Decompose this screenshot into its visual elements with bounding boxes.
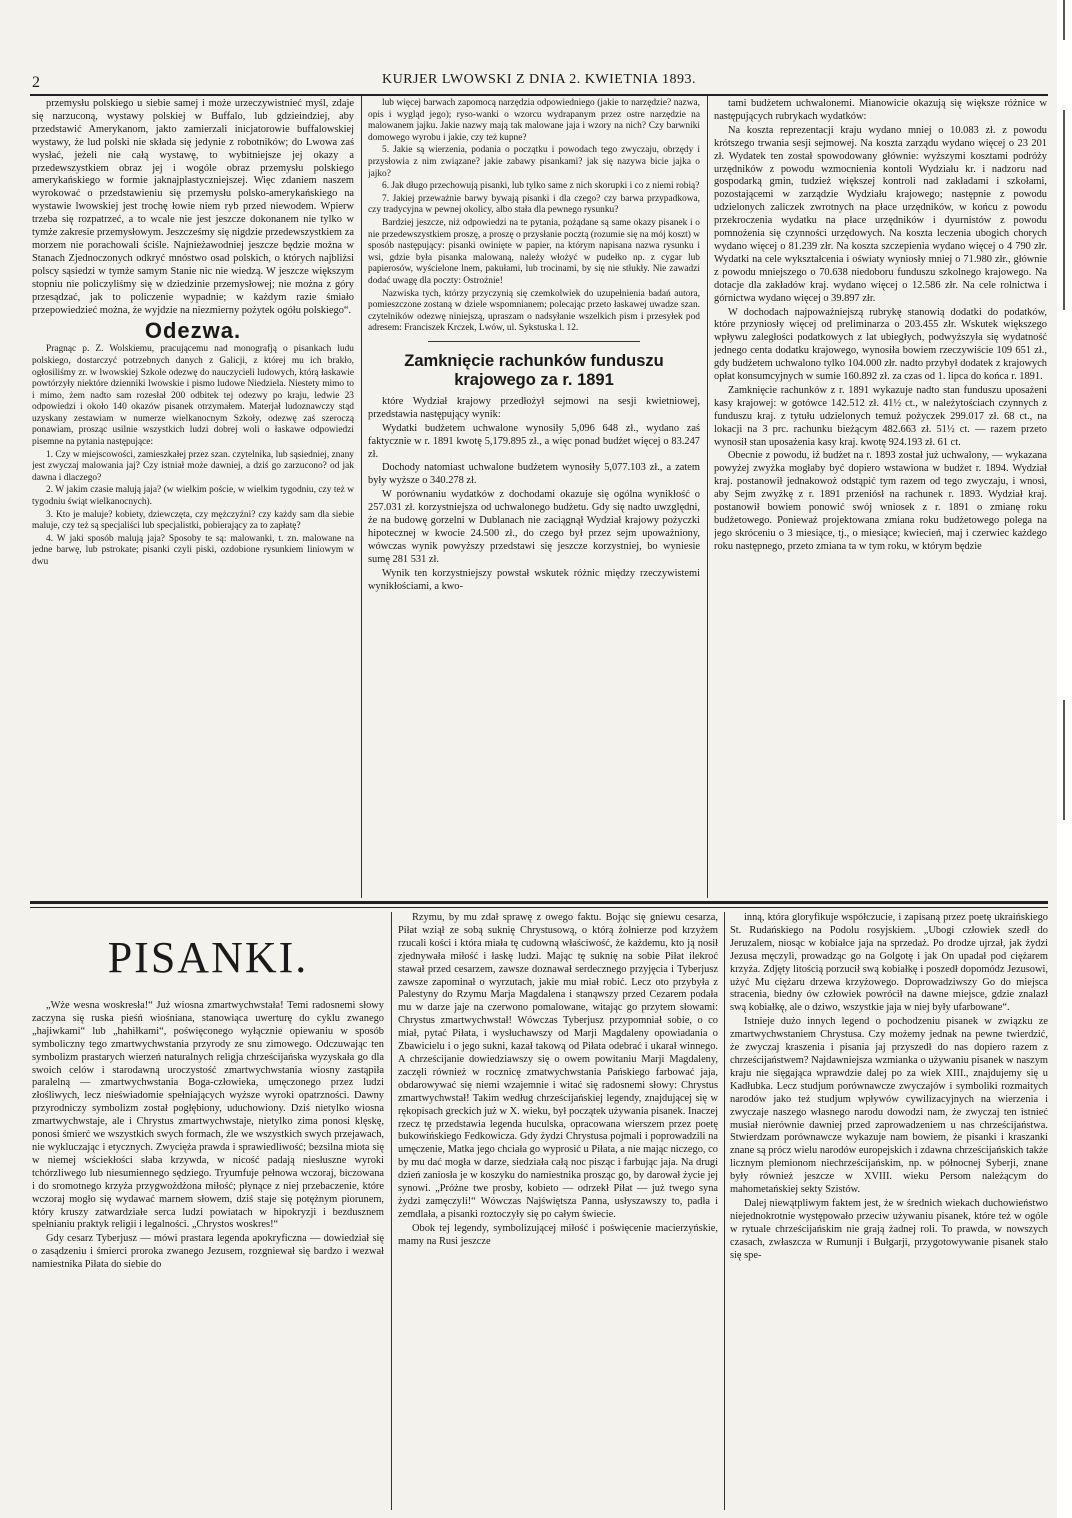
paragraph: Obok tej legendy, symbolizującej miłość i poświęcenie macierzyńskie, mamy na Rusi jeszcze <box>398 1222 718 1247</box>
column-divider <box>361 96 362 898</box>
paragraph: Dalej niewątpliwym faktem jest, że w średnich wiekach duchowieństwo niejednokrotnie występowało przeciw używaniu pisanek, które też w ogóle w rytuale chrześcijańskim nie grają żadnej roli. To prawda, w nowszych czasach, zwłaszcza w Rumunji i Bułgarji, przygotowywanie pisanek stało się spe- <box>730 1197 1048 1261</box>
paragraph: Bardziej jeszcze, niż odpowiedzi na te pytania, pożądane są same okazy pisanek i o nie przedewszystkiem proszę, a proszę o przysłanie pocztą (rozumie się na mój koszt) w sposób następujący: pisanki owinięte w papier, na którym napisana nazwa rysunku i wsi, gdzie była pisanka malowaną, należy włożyć w pudełko np. z cygar lub papierosów, wyścielone lnem, pakułami, lub trocinami, by się nie stłukły. Nie zawadzi dodać uwagę dla poczty: Ostrożnie! <box>368 217 700 286</box>
top-column-3 <box>714 98 1047 898</box>
title-line-1: Zamknięcie rachunków funduszu <box>404 351 664 370</box>
top-column-2 <box>368 98 700 898</box>
feuilleton-rule-thin <box>30 907 1048 908</box>
section-title-odezwa: Odezwa. <box>144 318 242 344</box>
paragraph: W porównaniu wydatków z dochodami okazuje się ogólna wynikłość o 257.031 zł. korzystniejsza od uchwalonego budżetu. Gdy się nadto uwzględni, że na budowę gorzelni w Dublanach nie zaciągnął Wydział krajowy pożyczki hipotecznej w kwocie 24.500 zł., do czego był przez sejm upoważniony, wówczas wynik powyższy przedstawi się jeszcze korzystniej, bo wyniesie sumę 281 531 zł. <box>368 489 700 565</box>
paragraph: Wynik ten korzystniejszy powstał wskutek różnic między rzeczywistemi wynikłościami, a kwo- <box>368 567 700 592</box>
column-divider <box>707 96 708 898</box>
bottom-column-1 <box>32 912 384 1512</box>
bottom-column-3 <box>730 912 1048 1512</box>
section-title-zamkniecie <box>368 352 700 390</box>
paragraph: Istnieje dużo innych legend o pochodzeniu pisanek w związku ze zmartwychwstaniem Chrystusa. Czy możemy jednak na pewne twierdzić, że zwyczaj kraszenia i pisania jaj przyszedł do nas dopiero razem z chrześcijaństwem? Najdawniejsza wzmianka o używaniu pisanek w naszym kraju nie sięgająca wprawdzie dalej po za wiek XIII., znajdujemy się u Kadłubka. Lecz studjum porównawcze zwyczajów i symboliki rozmaitych narodów jako też studjum wpływów cywilizacyjnych na wierzenia i zwyczaje naszego własnego narodu dowodzi nam, że zwyczaj ten istnieć musiał nierównie dawniej przed zaprowadzeniem u nas chrześcijaństwa. Stwierdzam porównawcze wykazuje nam bowiem, że pisanki i kraszanki znane są prócz wielu narodów europejskich i zdawna chrześcijańskich także licznym plemionom niechrześcijańskim, np. w północnej Syberji, znane były również jeszcze w XVIII. wieku Persom należącym do mahometańskiej sekty Szistów. <box>730 1016 1048 1196</box>
paragraph: 1. Czy w miejscowości, zamieszkałej przez szan. czytelnika, lub sąsiedniej, znany jest zwyczaj malowania jaj? Czy istniał może dawniej, a dziś go zarzucono? od jak dawna i dlaczego? <box>32 449 354 483</box>
column-divider <box>724 912 725 1510</box>
paragraph: 3. Kto je maluje? kobiety, dziewczęta, czy mężczyźni? czy każdy sam dla siebie maluje, czy też są specjaliści lub specjalistki, pobierający za to zapłatę? <box>32 509 354 532</box>
paragraph: przemysłu polskiego u siebie samej i może urzeczywistnieć myśl, zdaje się narzuconą, wystawy polskiej w Buffalo, lub gdzieindziej, aby przedstawić Amerykanom, jakto zamierzali inicjatorowie buffalowskiej wystawy, że lud polski nie składa się jedynie z robotników; do Lwowa zaś wysłać, jeżeli nie całą wystawę, to wybitniejsze jej okazy a przedewszystkiem obraz jej i wogóle obraz przemysłu polskiego amerykańskiego w formie jaknajplastyczniejszej. Więc zdaniem naszem wyrokować o przedstawieniu się przemysłu polsko-amerykańskiego na wystawie lwowskiej jest trochę łowie niem ryb przed niewodem. Wpierw trzeba się rozpatrzeć, a to wcale nie jest jeszcze dokonanem nie tylko w tymże zakresie przemysłowym. Jeszcześmy się nigdzie przedewszystkiem za morzem nie porachowali ściśle. Najnieżawodniej jeszcze będzie można w Stanach Zjednoczonych odkryć mnóstwo osad polskich, o których najbliżsi polscy sąsiedzi w tymże samym Stanie nic nie wiedzą. W jeszcze większym stopniu nie policzyliśmy się w dziedzinie przemysłowej; nie można z góry przesądzać, jak to policzenie wypadnie; w każdym razie śmiało przepowiedzieć można, że wyjdzie na niezmierny pożytek ogółu polskiego“. <box>32 98 354 316</box>
paragraph: W dochodach najpoważniejszą rubrykę stanowią dodatki do podatków, które przyniosły więcej od preliminarza o 203.455 złr. Wskutek większego wpływu zaległości podatkowych z lat ubiegłych, podwyższyła się wydatność jednego centa dodatku krajowego, wynosiła bowiem rzeczywiście 109 651 zł., gdy budżetem uchwalono tylko 104.000 złr. nadto przybył dodatek z krajowych opłat konsumcyjnych w sumie 160.892 zł. za czas od 1. lipca do końca r. 1891. <box>714 306 1047 383</box>
paragraph: Pragnąc p. Z. Wolskiemu, pracującemu nad monografją o pisankach ludu polskiego, dostarczyć potrzebnych danych z Galicji, z której mu ich brakło, ogłosiliśmy zr. w lwowskiej Szkole odezwę do nauczycieli ludowych, którą łaskawie powtórzyły niektóre dzienniki lwowskie i pismo ludowe Niedziela. Niestety mimo to i mimo, żem nadto sam rozesłał 200 odbitek tej odezwy po kraju, ledwie 23 odpowiedzi i około 140 okazów pisanek otrzymałem. Materjał ludoznawczy stąd uzyskany zestawiam w numerze wielkanocnym Szkoły, odezwę zaś szeroczą ponawiam, prosząc usilnie wszystkich ludzi dobrej woli o łaskawe odpowiedzi pisemne na pytania następujące: <box>32 344 354 448</box>
paragraph: Rzymu, by mu zdał sprawę z owego faktu. Bojąc się gniewu cesarza, Piłat wziął ze sobą suknię Chrystusową, o którą żołnierze pod krzyżem rzucali kości i która miała tę cudowną właściwość, że każdemu, kto ją nosił zjednywała miłość i łaskę ludzi. Mając tę suknię na sobie Piłat ilekroć stawał przed cesarzem, zawsze doznawał serdecznego przyjęcia i Tyberjusz zawsze zapominał o wyrzutach, jakie mu miał robić. Lecz oto przybyła z Palestyny do Rzymu Marja Magdalena i stanąwszy przed Cezarem podała mu w darze jaje na czerwono pomalowane, witając go przytem słowami: Chrystus zmartwychwstał! Wówczas Tyberjusz przypomniał sobie, o co miał, pytać Piłata, i wysłuchawszy od Marji Magdaleny opowiadania o Zbawicielu i o jego sukni, kazał takową od Piłata odebrać i ukarał winnego. A chrześcijanie dowiedziawszy się o owem powitaniu Marji Magdaleny, zaczęli również w rocznicę zmatwychwstania Pańskiego farbować jaja, obdarowywać się niemi wzajemnie i witać się radosnemi słowy: Chrystus zmartwychwstał! Takim według chrześcijańskiej legendy, znajdującej się w rękopisach greckich już w X. wieku, był początek używania pisanek. Inaczej rzecz tę przedstawia legenda huculska, opracowana wierszem przez poetę bukowińskiego Fedkowicza. Gdy żydzi Chrystusa pojmali i poprowadzili na umęczenie, Matka jego chciała go wyprosić u Piłata, a nie mając niczego, co by mu dać mogła w darze, siedziała całą noc pisząc i farbując jaja. Na drugi dzień zaniosła je w koszyku do namiestnika prosząc go, by darował życie jej synowi. „Próżne twe prosby, kobieto — odrzekł Piłat — już twego syna żydzi zamęczyli!“ Wówczas Najświętsza Panna, usłyszawszy to, padła i zemdlała, a pisanki roztoczyły się po całym świecie. <box>398 912 718 1220</box>
paragraph: 6. Jak długo przechowują pisanki, lub tylko same z nich skorupki i co z niemi robią? <box>382 181 700 192</box>
paragraph: „Wże wesna woskresła!“ Już wiosna zmartwychwstała! Temi radosnemi słowy zaczyna się ruska pieśń wiośniana, stanowiąca uwerturę do cyklu zwanego „hajiwkami“ lub „hahiłkami“, poświęconego wyłącznie opiewaniu w sposób symboliczny tego zmartwychwstania przyrody ze snu zimowego. Odczuwając ten symbolizm prastarych wierzeń naturalnych religja chrześcijańska wyzyskała go dla swoich celów i starodawną uroczystość zmartwychwstania wiosny zastąpiła paralelną — zmartwychwstania Boga-człowieka, umęczonego przez ludzi złośliwych, lecz nieświadomie spełniających wyższe wyroki opatrzności. Dawny przyrodniczy symbolizm został pogłębiony, uduchowiony. Dziś nietylko wiosna zmartwychwstaje, ale i Chrystus zmartwychwstaje, nietylko zima ponosi klęskę, ponosi śmierć we wszystkich swych formach, źle we wszystkich swych przejawach, nie wykluczając i etycznych. Zwycięża prawda i sprawiedliwość; bezsilna miota się w niemej wściekłości słaba krzywda, w nicość padają niesłuszne wyroki tchórzliwego lub niesumiennego sędziego. Tryumfuje pełnowa wczoraj, biczowana i do sromotnego krzyża przygwożdżona miłość; płynące z niej przebaczenie, które wczoraj mogło się wydawać marnem słowem, dziś staje się potężnym piorunem, który kruszy zatwardziałe serca ludzi powiatach w hipokryzji i bezdusznem spełnianiu praktyk religii i legalności. „Chrystos woskres!“ <box>32 1000 384 1231</box>
top-column-1 <box>32 98 354 898</box>
paragraph: Zamknięcie rachunków z r. 1891 wykazuje nadto stan funduszu uposażeni kasy krajowej: w gotówce 142.512 zł. 41½ ct., w należytościach czynnych z funduszu kraj. z tytułu udzielonych temuż pożyczek 299.017 zł. 68 ct., na lokacji na 3 prc. rachunku bieżącym 482.663 zł. 51½ ct. — razem przeto wynosił stan uposażenia kasy kraj. kwotę 924.193 zł. 61 ct. <box>714 384 1047 448</box>
title-line-2: krajowego za r. 1891 <box>454 370 614 389</box>
paragraph: 5. Jakie są wierzenia, podania o początku i powodach tego zwyczaju, obrzędy i przysłowia z nim związane? jakie zabawy pisankami? jak się nazywa bicie jajka o jajko? <box>368 145 700 179</box>
paragraph: Gdy cesarz Tyberjusz — mówi prastara legenda apokryficzna — dowiedział się o zasądzeniu i śmierci proroka zwanego Jezusem, rozgniewał się bardzo i wezwał namiestnika Piłata do siebie do <box>32 1233 384 1271</box>
paragraph: 7. Jakiej przeważnie barwy bywają pisanki i dla czego? czy barwa przypadkowa, czy tradycyjna w pewnej okolicy, albo stała dla pewnego rysunku? <box>368 193 700 216</box>
paragraph: inną, która gloryfikuje współczucie, i zapisaną przez poetę ukraińskiego St. Rudańskiego na Podolu rosyjskiem. „Ubogi człowiek szedł do Jeruzalem, niosąc w kobiałce jaja na sprzedaż. Po drodze ujrzał, jak żydzi Jezusa męczyli, prowadząc go na Golgotę i jak On upadał pod ciężarem krzyża. Zdjęty litością porzucił swą kobiałkę i poszedł dopomódz Jezusowi, użyć Mu ciężaru drzewa krzyżowego. Doprowadziwszy Go do miejsca stracenia, biedny ów człowiek powrócił na dawne miejsce, gdzie znalazł swą kobiałkę, ale o dziwo, wszystkie jaja w niej były ufarbowane“. <box>730 912 1048 1014</box>
paragraph: które Wydział krajowy przedłożył sejmowi na sesji kwietniowej, przedstawia następujący wynik: <box>368 395 700 420</box>
bottom-column-2 <box>398 912 718 1512</box>
section-title-pisanki: PISANKI. <box>107 933 309 982</box>
page-number: 2 <box>32 74 40 91</box>
column-divider <box>391 912 392 1510</box>
page-header <box>30 72 1048 96</box>
paragraph: 2. W jakim czasie malują jaja? (w wielkim poście, w wielkim tygodniu, czy też w tygodniu świąt wielkanocnych). <box>32 485 354 508</box>
section-divider <box>428 341 640 342</box>
masthead: KURJER LWOWSKI Z DNIA 2. KWIETNIA 1893. <box>382 72 696 87</box>
paragraph: lub więcej barwach zapomocą narzędzia odpowiedniego (jakie to narzędzie? nazwa, opis i wygląd jego); ryso-wanki o wzorcu wydrapanym przez ostre narzędzie na malowanem jajku. Jakie nazwy mają tak malowane jaja i wzory na nich? Czy barwniki domowego wyrobu i jakie, czy też kupne? <box>368 98 700 143</box>
paragraph: 4. W jaki sposób malują jaja? Sposoby te są: malowanki, t. zn. malowane na jedne barwę, lub pstrokate; pisanki czyli piski, ozdobione rysunkiem liniowym w dwu <box>32 533 354 567</box>
scan-edge <box>1057 0 1072 1518</box>
paragraph: Nazwiska tych, którzy przyczynią się czemkolwiek do uzupełnienia badań autora, pomieszczone zostaną w dziele wspomnianem; polecając przeto łaskawej uwadze szan. czytelników odezwę niniejszą, upraszam o nadsyłanie wszelkich pism i przesyłek pod adresem: Franciszek Krczek, Lwów, ul. Sykstuska l. 12. <box>368 288 700 334</box>
paragraph: Dochody natomiast uchwalone budżetem wynosiły 5,077.103 zł., a zatem były wyższe o 340.278 zł. <box>368 462 700 487</box>
paragraph: Na koszta reprezentacji kraju wydano mniej o 10.083 zł. z powodu krótszego trwania sesji sejmowej. Na koszta zarządu wydano więcej o 23 201 zł. Wydatek ten został spowodowany głównie: wyższymi kosztami podróży urzędników z powodu wzmocnienia kontoli Wydziału kr. i nadzoru nad gospodarką gmin, tudzież większej kontroli nad zakładami i szkołami, pozostającemi w zarządzie Wydziału krajowego; następnie z powodu udzielonych zaliczek zwrotnych na płace urzędników, w końcu z powodu przekroczenia wydatku na płace urzędników i dyurnistów z powodu pomnożenia się czynności urzędowych. Na koszta leczenia ubogich chorych wydano więcej o 81.239 złr. Na koszta szczepienia wydano więcej o 4 790 złr. Wydatki na cele wykształcenia i oświaty wyniosły mniej o 71.980 złr., głównie z powodu mniejszego o 70.638 niedoboru funduszu szkolnego krajowego. Na dotacje dla zakładów kraj. wydano więcej o 12.586 złr. Na cele rolnictwa i górnictwa wydano więcej o 39.897 złr. <box>714 124 1047 304</box>
paragraph: Obecnie z powodu, iż budżet na r. 1893 został już uchwalony, — wykazana powyżej zwyżka mogłaby być dopiero wstawiona w budżet r. 1894. Wydział kraj. postanowił jednakowoż odstąpić tym razem od tego zwyczaju, i wnosi, aby Sejm zwyżkę z r. 1891 przeniósł na rachunek r. 1893. Wydział kraj. postanowił bowiem ponowić swój wniosek z r. 1891 o zmianę roku budżetowego. Ponieważ projektowana zmiana roku budżetowego polega na jego skróceniu o 3 miesiące, tj., o miesiące; kwiecień, maj i czerwiec każdego roku następnego, przeto zmiana ta w tym roku, w którym będzie <box>714 450 1047 552</box>
paragraph: tami budżetem uchwalonemi. Mianowicie okazują się większe różnice w następujących rubrykach wydatków: <box>714 98 1047 122</box>
feuilleton-rule <box>30 901 1048 904</box>
paragraph: Wydatki budżetem uchwalone wynosiły 5,096 648 zł., wydano zaś faktycznie w r. 1891 kwotę 5,179.895 zł., a więc ponad budżet więcej o 83.247 zł. <box>368 422 700 460</box>
